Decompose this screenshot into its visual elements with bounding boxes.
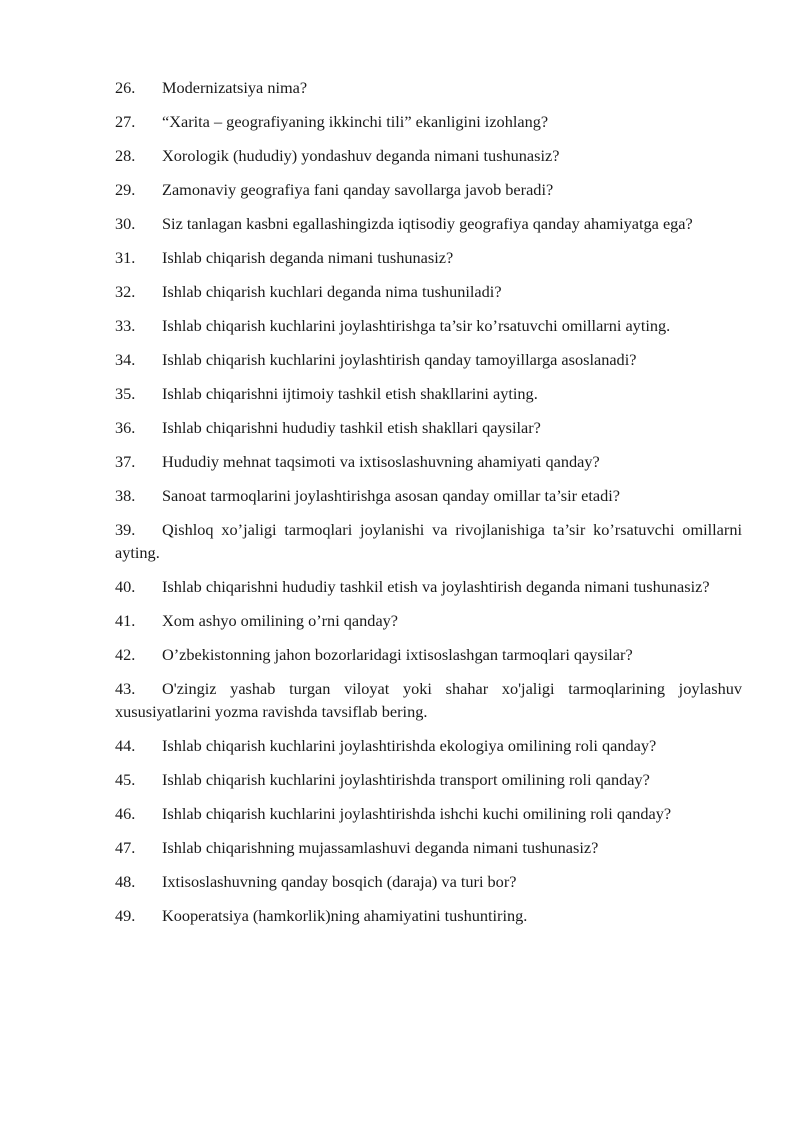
question-item xyxy=(115,76,742,99)
question-item xyxy=(115,836,742,859)
question-number: 34. xyxy=(115,350,136,369)
question-number: 33. xyxy=(115,316,136,335)
question-item xyxy=(115,314,742,337)
question-number: 48. xyxy=(115,872,136,891)
question-item xyxy=(115,280,742,303)
question-number: 35. xyxy=(115,384,136,403)
question-item xyxy=(115,382,742,405)
question-text: O'zingiz yashab turgan viloyat yoki shahar xo'jaligi tarmoqlarining joylashuv xususiyatlarini yozma ravishda tavsiflab bering. xyxy=(115,679,742,721)
question-number: 37. xyxy=(115,452,136,471)
question-item xyxy=(115,144,742,167)
question-number: 29. xyxy=(115,180,136,199)
question-number: 43. xyxy=(115,679,136,698)
question-item xyxy=(115,348,742,371)
question-list xyxy=(115,76,742,938)
question-text: “Xarita – geografiyaning ikkinchi tili” ekanligini izohlang? xyxy=(162,112,549,131)
question-item xyxy=(115,178,742,201)
question-text: Ishlab chiqarish kuchlarini joylashtirishda ishchi kuchi omilining roli qanday? xyxy=(162,804,672,823)
question-text: Ishlab chiqarishning mujassamlashuvi deganda nimani tushunasiz? xyxy=(162,838,599,857)
question-item xyxy=(115,450,742,473)
question-text: Kooperatsiya (hamkorlik)ning ahamiyatini tushuntiring. xyxy=(162,906,528,925)
question-item xyxy=(115,518,742,564)
question-number: 39. xyxy=(115,520,136,539)
question-item xyxy=(115,609,742,632)
question-text: Ishlab chiqarishni ijtimoiy tashkil etish shakllarini ayting. xyxy=(162,384,538,403)
question-number: 36. xyxy=(115,418,136,437)
question-item xyxy=(115,212,742,235)
question-item xyxy=(115,734,742,757)
question-text: Ishlab chiqarish kuchlarini joylashtirishda transport omilining roli qanday? xyxy=(162,770,650,789)
question-number: 30. xyxy=(115,214,136,233)
question-text: Ishlab chiqarish kuchlari deganda nima tushuniladi? xyxy=(162,282,502,301)
question-item xyxy=(115,575,742,598)
question-text: Hududiy mehnat taqsimoti va ixtisoslashuvning ahamiyati qanday? xyxy=(162,452,600,471)
question-text: Ishlab chiqarish kuchlarini joylashtirishga ta’sir ko’rsatuvchi omillarni ayting. xyxy=(162,316,671,335)
question-item xyxy=(115,870,742,893)
question-number: 31. xyxy=(115,248,136,267)
question-text: Zamonaviy geografiya fani qanday savollarga javob beradi? xyxy=(162,180,554,199)
question-text: Siz tanlagan kasbni egallashingizda iqtisodiy geografiya qanday ahamiyatga ega? xyxy=(162,214,693,233)
question-number: 42. xyxy=(115,645,136,664)
question-number: 44. xyxy=(115,736,136,755)
question-text: Ishlab chiqarishni hududiy tashkil etish va joylashtirish deganda nimani tushunasiz? xyxy=(162,577,710,596)
question-number: 40. xyxy=(115,577,136,596)
question-text: Ishlab chiqarishni hududiy tashkil etish shakllari qaysilar? xyxy=(162,418,541,437)
question-text: Ixtisoslashuvning qanday bosqich (daraja) va turi bor? xyxy=(162,872,517,891)
question-text: Xorologik (hududiy) yondashuv deganda nimani tushunasiz? xyxy=(162,146,560,165)
question-text: Ishlab chiqarish kuchlarini joylashtirish qanday tamoyillarga asoslanadi? xyxy=(162,350,637,369)
question-item xyxy=(115,768,742,791)
question-number: 26. xyxy=(115,78,136,97)
question-item xyxy=(115,484,742,507)
question-number: 32. xyxy=(115,282,136,301)
question-item xyxy=(115,416,742,439)
question-number: 45. xyxy=(115,770,136,789)
question-number: 47. xyxy=(115,838,136,857)
question-item xyxy=(115,643,742,666)
question-text: Modernizatsiya nima? xyxy=(162,78,308,97)
question-text: Ishlab chiqarish deganda nimani tushunasiz? xyxy=(162,248,454,267)
question-text: Sanoat tarmoqlarini joylashtirishga asosan qanday omillar ta’sir etadi? xyxy=(162,486,621,505)
question-text: Qishloq xo’jaligi tarmoqlari joylanishi va rivojlanishiga ta’sir ko’rsatuvchi omillarni ayting. xyxy=(115,520,742,562)
question-number: 46. xyxy=(115,804,136,823)
question-number: 28. xyxy=(115,146,136,165)
question-text: Ishlab chiqarish kuchlarini joylashtirishda ekologiya omilining roli qanday? xyxy=(162,736,657,755)
question-item xyxy=(115,904,742,927)
question-item xyxy=(115,246,742,269)
question-item xyxy=(115,802,742,825)
question-number: 38. xyxy=(115,486,136,505)
question-number: 41. xyxy=(115,611,136,630)
question-item xyxy=(115,110,742,133)
question-item xyxy=(115,677,742,723)
question-number: 49. xyxy=(115,906,136,925)
question-text: Xom ashyo omilining o’rni qanday? xyxy=(162,611,399,630)
question-number: 27. xyxy=(115,112,136,131)
question-text: O’zbekistonning jahon bozorlaridagi ixtisoslashgan tarmoqlari qaysilar? xyxy=(162,645,633,664)
